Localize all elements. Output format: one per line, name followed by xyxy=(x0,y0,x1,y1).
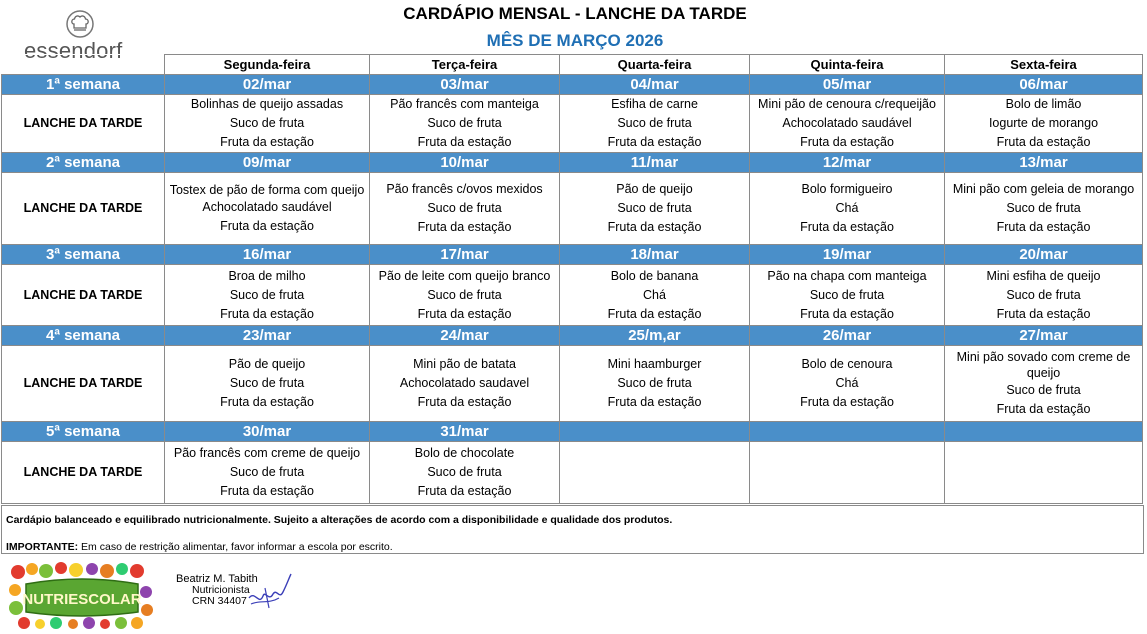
menu-item: Mini pão de batata xyxy=(413,357,516,371)
menu-cell xyxy=(370,173,560,245)
chef-hat-icon xyxy=(64,10,96,40)
menu-cell xyxy=(165,346,370,422)
nutritionist-name: Beatriz M. Tabith xyxy=(176,573,258,585)
menu-cell xyxy=(560,173,750,245)
menu-item: Fruta da estação xyxy=(417,135,512,149)
nutritionist-role: Nutricionista xyxy=(192,584,250,596)
menu-item: Fruta da estação xyxy=(607,220,702,234)
day-header: Quarta-feira xyxy=(560,55,750,75)
menu-cell xyxy=(560,346,750,422)
menu-item: Fruta da estação xyxy=(417,484,512,498)
menu-cell xyxy=(165,442,370,504)
corner-cell xyxy=(2,55,165,75)
menu-item: Suco de fruta xyxy=(229,376,305,390)
meal-row xyxy=(2,442,1143,504)
menu-item: Suco de fruta xyxy=(427,287,502,302)
menu-cell xyxy=(945,346,1143,422)
date-cell: 10/mar xyxy=(370,153,560,173)
menu-cell xyxy=(560,265,750,326)
menu-item: Bolinhas de queijo assadas xyxy=(190,97,344,111)
date-cell: 12/mar xyxy=(750,153,945,173)
date-cell: 30/mar xyxy=(165,422,370,442)
menu-cell xyxy=(370,95,560,153)
menu-item: Fruta da estação xyxy=(800,135,894,149)
meal-label: LANCHE DA TARDE xyxy=(2,346,165,422)
day-header: Quinta-feira xyxy=(750,55,945,75)
menu-cell xyxy=(945,442,1143,504)
date-cell: 19/mar xyxy=(750,245,945,265)
menu-cell xyxy=(945,173,1143,245)
menu-item: Fruta da estação xyxy=(220,218,314,233)
menu-cell xyxy=(560,95,750,153)
date-cell: 24/mar xyxy=(370,326,560,346)
menu-item: Fruta da estação xyxy=(220,395,314,409)
meal-label: LANCHE DA TARDE xyxy=(2,442,165,504)
meal-label: LANCHE DA TARDE xyxy=(2,173,165,245)
menu-cell xyxy=(165,265,370,326)
date-cell: 04/mar xyxy=(560,75,750,95)
menu-cell xyxy=(370,346,560,422)
menu-item: Bolo de cenoura xyxy=(801,357,893,371)
menu-item: Fruta da estação xyxy=(220,306,314,321)
date-cell: 02/mar xyxy=(165,75,370,95)
menu-item: Suco de fruta xyxy=(427,116,502,130)
date-cell xyxy=(750,422,945,442)
date-cell: 20/mar xyxy=(945,245,1143,265)
menu-cell xyxy=(945,95,1143,153)
menu-item: Fruta da estação xyxy=(417,220,512,234)
menu-item: Suco de fruta xyxy=(617,376,692,390)
menu-item: Fruta da estação xyxy=(220,135,314,149)
menu-item: Fruta da estação xyxy=(607,135,702,149)
menu-cell xyxy=(750,95,945,153)
menu-table xyxy=(1,54,1143,504)
date-cell: 25/m,ar xyxy=(560,326,750,346)
date-cell: 13/mar xyxy=(945,153,1143,173)
menu-item: Fruta da estação xyxy=(220,484,314,498)
day-header: Sexta-feira xyxy=(945,55,1143,75)
menu-cell xyxy=(750,173,945,245)
menu-item: Bolo de limão xyxy=(1005,97,1082,111)
week-label: 5ª semana xyxy=(2,422,165,442)
menu-item: Iogurte de morango xyxy=(988,116,1099,130)
menu-item: Achocolatado saudável xyxy=(782,116,912,130)
week-header-row xyxy=(2,245,1143,265)
logo-text: essendorf xyxy=(24,38,123,63)
menu-item: Suco de fruta xyxy=(427,201,502,215)
date-cell: 16/mar xyxy=(165,245,370,265)
menu-cell xyxy=(750,346,945,422)
menu-item: Pão francês com manteiga xyxy=(390,97,539,111)
menu-item: Suco de fruta xyxy=(1006,201,1081,215)
meal-row xyxy=(2,265,1143,326)
important-text: Em caso de restrição alimentar, favor informar a escola por escrito. xyxy=(78,541,393,553)
week-label: 1ª semana xyxy=(2,75,165,95)
menu-item: Fruta da estação xyxy=(800,395,894,409)
notes-important xyxy=(6,541,393,553)
week-header-row xyxy=(2,153,1143,173)
week-header-row xyxy=(2,422,1143,442)
essendorf-logo xyxy=(10,6,160,63)
menu-item: Chá xyxy=(643,287,666,302)
menu-item: Fruta da estação xyxy=(800,220,894,234)
menu-item: Mini pão de cenoura c/requeijão xyxy=(758,97,936,111)
menu-cell xyxy=(370,442,560,504)
week-header-row xyxy=(2,326,1143,346)
date-cell xyxy=(560,422,750,442)
menu-item: Pão francês c/ovos mexidos xyxy=(386,182,543,196)
menu-item: Tostex de pão de forma com queijo xyxy=(169,182,365,197)
menu-item: Mini pão sovado com creme de queijo xyxy=(956,349,1131,380)
menu-item: Fruta da estação xyxy=(996,135,1091,149)
menu-item: Fruta da estação xyxy=(996,220,1091,234)
menu-item: Fruta da estação xyxy=(800,306,894,321)
day-header: Terça-feira xyxy=(370,55,560,75)
menu-item: Broa de milho xyxy=(228,268,306,283)
menu-item: Achocolatado saudável xyxy=(202,199,332,214)
menu-item: Suco de fruta xyxy=(229,287,305,302)
menu-item: Bolo de banana xyxy=(610,268,699,283)
date-cell: 11/mar xyxy=(560,153,750,173)
page-subtitle: MÊS DE MARÇO 2026 xyxy=(486,31,664,50)
menu-cell xyxy=(370,265,560,326)
nutriescolar-brand: NUTRIESCOLAR xyxy=(22,591,142,608)
meal-row xyxy=(2,173,1143,245)
menu-cell xyxy=(560,442,750,504)
week-header-row xyxy=(2,75,1143,95)
date-cell xyxy=(945,422,1143,442)
menu-item: Suco de fruta xyxy=(427,465,502,479)
menu-item: Fruta da estação xyxy=(607,395,702,409)
menu-item: Mini haamburger xyxy=(607,357,702,371)
day-header: Segunda-feira xyxy=(165,55,370,75)
date-cell: 26/mar xyxy=(750,326,945,346)
menu-item: Pão na chapa com manteiga xyxy=(767,268,927,283)
week-label: 4ª semana xyxy=(2,326,165,346)
nutriescolar-logo xyxy=(6,560,158,630)
date-cell: 03/mar xyxy=(370,75,560,95)
nutritionist-crn: CRN 34407 xyxy=(192,595,247,607)
week-label: 2ª semana xyxy=(2,153,165,173)
menu-item: Suco de fruta xyxy=(229,116,305,130)
date-cell: 18/mar xyxy=(560,245,750,265)
notes-box xyxy=(1,505,1144,554)
menu-item: Fruta da estação xyxy=(607,306,702,321)
date-cell: 17/mar xyxy=(370,245,560,265)
menu-item: Mini pão com geleia de morango xyxy=(952,182,1135,196)
menu-cell xyxy=(945,265,1143,326)
date-cell: 06/mar xyxy=(945,75,1143,95)
menu-item: Pão de leite com queijo branco xyxy=(378,268,551,283)
menu-item: Pão de queijo xyxy=(616,182,693,196)
menu-item: Achocolatado saudavel xyxy=(399,376,530,390)
menu-item: Fruta da estação xyxy=(417,395,512,409)
menu-item: Mini esfiha de queijo xyxy=(986,268,1101,283)
menu-item: Fruta da estação xyxy=(996,306,1091,321)
important-label: IMPORTANTE: xyxy=(6,541,79,553)
meal-label: LANCHE DA TARDE xyxy=(2,95,165,153)
menu-item: Bolo formigueiro xyxy=(801,182,893,196)
menu-item: Esfiha de carne xyxy=(611,97,698,111)
menu-item: Suco de fruta xyxy=(809,287,885,302)
menu-item: Fruta da estação xyxy=(996,401,1091,416)
date-cell: 23/mar xyxy=(165,326,370,346)
date-cell: 31/mar xyxy=(370,422,560,442)
menu-cell xyxy=(165,95,370,153)
menu-cell xyxy=(750,265,945,326)
page-title: CARDÁPIO MENSAL - LANCHE DA TARDE xyxy=(403,4,747,23)
menu-item: Bolo de chocolate xyxy=(414,446,515,460)
menu-cell xyxy=(165,173,370,245)
handwritten-signature xyxy=(245,568,295,614)
day-header-row xyxy=(2,55,1143,75)
menu-item: Suco de fruta xyxy=(617,116,692,130)
menu-item: Suco de fruta xyxy=(617,201,692,215)
menu-item: Suco de fruta xyxy=(229,465,305,479)
menu-item: Chá xyxy=(835,376,859,390)
notes-disclaimer: Cardápio balanceado e equilibrado nutricionalmente. Sujeito a alterações de acordo com a disponibilidade e qualidade dos produtos. xyxy=(6,514,673,526)
date-cell: 05/mar xyxy=(750,75,945,95)
menu-item: Suco de fruta xyxy=(1006,287,1081,302)
meal-row xyxy=(2,95,1143,153)
menu-item: Suco de fruta xyxy=(1006,382,1081,397)
menu-item: Pão francês com creme de queijo xyxy=(173,446,361,460)
meal-row xyxy=(2,346,1143,422)
menu-cell xyxy=(750,442,945,504)
menu-item: Chá xyxy=(835,201,859,215)
week-label: 3ª semana xyxy=(2,245,165,265)
menu-item: Fruta da estação xyxy=(417,306,512,321)
meal-label: LANCHE DA TARDE xyxy=(2,265,165,326)
date-cell: 27/mar xyxy=(945,326,1143,346)
menu-item: Pão de queijo xyxy=(228,357,306,371)
date-cell: 09/mar xyxy=(165,153,370,173)
